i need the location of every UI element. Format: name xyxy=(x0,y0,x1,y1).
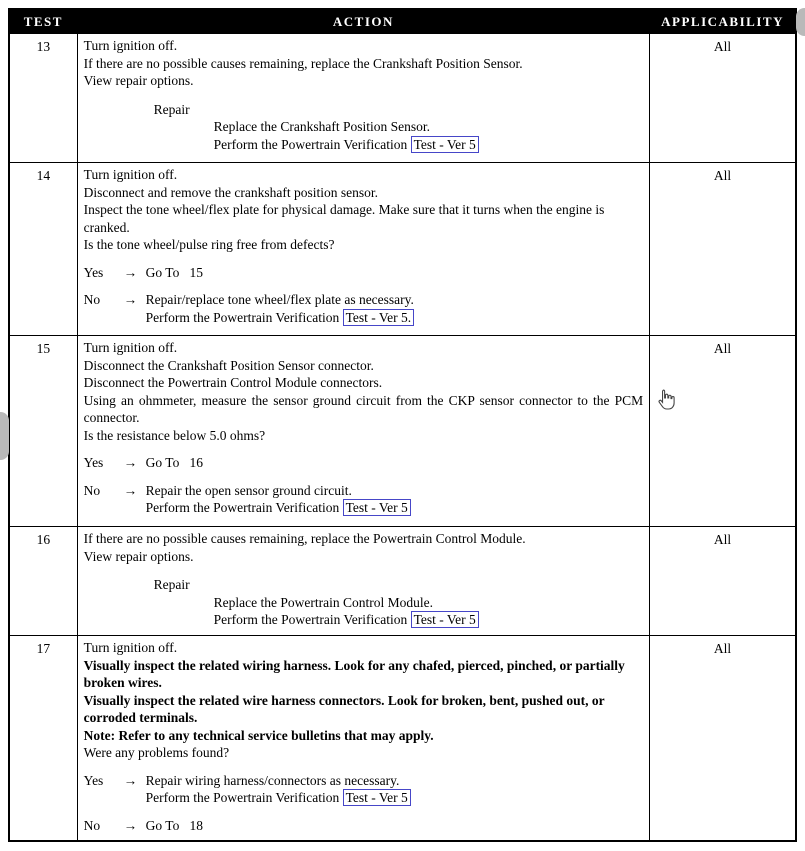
option-text: Go To 15 xyxy=(145,264,203,280)
edge-nav-right[interactable] xyxy=(796,8,805,36)
action-line: If there are no possible causes remaining, replace the Crankshaft Position Sensor. xyxy=(83,55,523,71)
arrow-icon: → xyxy=(123,482,138,498)
verify-text: Perform the Powertrain Verification xyxy=(145,790,343,805)
action-cell xyxy=(77,163,649,336)
arrow-icon: → xyxy=(123,772,138,788)
verify-text: Perform the Powertrain Verification xyxy=(145,309,343,325)
action-cell xyxy=(77,34,649,163)
option-text: Repair wiring harness/connectors as necessary. xyxy=(145,772,400,788)
option-no xyxy=(84,291,643,326)
arrow-icon: → xyxy=(123,264,138,280)
action-cell xyxy=(77,527,649,636)
action-line: Turn ignition off. xyxy=(83,38,178,53)
arrow-icon: → xyxy=(123,292,138,307)
diagnostic-table xyxy=(8,8,797,842)
applicability-cell: All xyxy=(650,636,796,841)
option-body xyxy=(146,817,643,835)
action-line-bold: Visually inspect the related wiring harness. Look for any chafed, pierced, pinched, or partially broken wires. xyxy=(83,657,625,690)
action-line: Were any problems found? xyxy=(83,745,230,760)
action-line: Disconnect and remove the crankshaft position sensor. xyxy=(83,184,378,200)
option-yes xyxy=(84,454,643,472)
header-applicability: APPLICABILITY xyxy=(650,9,796,34)
verify-text: Perform the Powertrain Verification xyxy=(213,612,411,627)
verify-line xyxy=(146,309,643,327)
option-label: No xyxy=(83,817,101,833)
option-no xyxy=(84,817,643,835)
option-text: Go To 18 xyxy=(145,817,203,833)
table-row-test-16 xyxy=(9,527,796,636)
action-line: Is the tone wheel/pulse ring free from defects? xyxy=(83,237,335,252)
action-line: If there are no possible causes remaining, replace the Powertrain Control Module. xyxy=(83,531,526,546)
repair-verify-line xyxy=(84,136,643,154)
applicability-cell: All xyxy=(650,163,796,336)
option-body xyxy=(146,482,643,517)
action-cell xyxy=(77,336,649,527)
option-body xyxy=(146,264,643,282)
applicability-cell: All xyxy=(650,527,796,636)
option-label: No xyxy=(83,482,101,498)
table-row-test-14 xyxy=(9,163,796,336)
arrow-icon: → xyxy=(123,455,138,470)
option-text: Repair the open sensor ground circuit. xyxy=(145,482,352,498)
action-line: View repair options. xyxy=(83,73,194,88)
header-test: TEST xyxy=(9,9,77,34)
repair-label: Repair xyxy=(153,101,190,117)
test-number: 14 xyxy=(9,163,77,336)
option-label: Yes xyxy=(83,455,104,470)
action-line: Inspect the tone wheel/flex plate for physical damage. Make sure that it turns when the engine is cranked. xyxy=(83,202,605,235)
action-cell xyxy=(77,636,649,841)
repair-line: Replace the Crankshaft Position Sensor. xyxy=(213,119,431,134)
option-yes xyxy=(84,264,643,282)
test-ver-link[interactable]: Test - Ver 5 xyxy=(343,789,411,806)
option-label: Yes xyxy=(83,264,104,280)
option-body xyxy=(146,772,643,807)
test-ver-link[interactable]: Test - Ver 5 xyxy=(343,499,411,516)
option-label: No xyxy=(83,292,101,307)
table-row-test-13 xyxy=(9,34,796,163)
table-row-test-17 xyxy=(9,636,796,841)
verify-line xyxy=(146,499,643,517)
action-line-bold: Visually inspect the related wire harness connectors. Look for broken, bent, pushed out, or corroded terminals. xyxy=(83,692,605,725)
table-header-row xyxy=(9,9,796,34)
test-number: 13 xyxy=(9,34,77,163)
header-action: ACTION xyxy=(77,9,649,34)
test-number: 15 xyxy=(9,336,77,527)
edge-nav-left[interactable] xyxy=(0,412,9,460)
option-text: Go To 16 xyxy=(145,455,203,470)
action-line: Is the resistance below 5.0 ohms? xyxy=(83,427,266,443)
action-line-bold: Note: Refer to any technical service bulletins that may apply. xyxy=(83,727,434,743)
test-number: 17 xyxy=(9,636,77,841)
verify-text: Perform the Powertrain Verification xyxy=(213,136,411,152)
table-row-test-15 xyxy=(9,336,796,527)
verify-text: Perform the Powertrain Verification xyxy=(145,500,343,515)
repair-line: Replace the Powertrain Control Module. xyxy=(213,594,433,610)
action-line: Turn ignition off. xyxy=(83,167,178,182)
applicability-cell: All xyxy=(650,336,796,527)
action-line: Using an ohmmeter, measure the sensor ground circuit from the CKP sensor connector to the PCM connector. xyxy=(83,392,644,425)
option-text: Repair/replace tone wheel/flex plate as necessary. xyxy=(145,292,414,307)
action-line: Turn ignition off. xyxy=(83,340,178,355)
repair-label: Repair xyxy=(153,577,190,592)
option-body xyxy=(146,454,643,472)
action-line: View repair options. xyxy=(83,548,194,564)
option-body xyxy=(146,291,643,326)
repair-verify-line xyxy=(84,611,643,629)
test-ver-link[interactable]: Test - Ver 5. xyxy=(343,309,415,326)
applicability-cell: All xyxy=(650,34,796,163)
option-no xyxy=(84,482,643,517)
test-ver-link[interactable]: Test - Ver 5 xyxy=(411,611,479,628)
test-number: 16 xyxy=(9,527,77,636)
option-label: Yes xyxy=(83,772,104,788)
test-ver-link[interactable]: Test - Ver 5 xyxy=(411,136,479,153)
action-line: Disconnect the Crankshaft Position Sensor connector. xyxy=(83,357,374,373)
arrow-icon: → xyxy=(123,817,138,833)
verify-line xyxy=(146,789,643,807)
action-line: Disconnect the Powertrain Control Module connectors. xyxy=(83,375,383,390)
option-yes xyxy=(84,772,643,807)
action-line: Turn ignition off. xyxy=(83,640,178,655)
